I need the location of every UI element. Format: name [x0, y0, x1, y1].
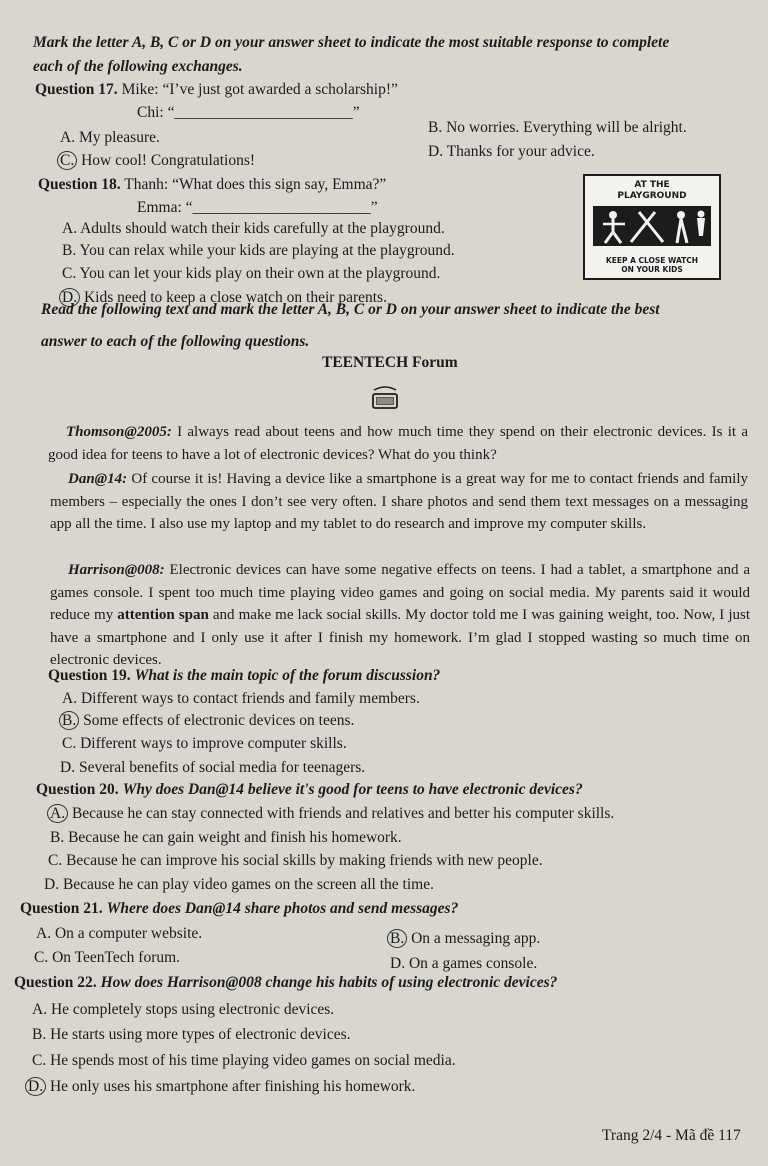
- option-text: He spends most of his time playing video games on social media.: [50, 1052, 456, 1069]
- question-19-label: Question 19.: [48, 667, 131, 684]
- option-letter: C.: [62, 265, 77, 282]
- option-letter: A.: [36, 925, 52, 942]
- question-18: [38, 176, 386, 194]
- question-19-prompt: What is the main topic of the forum discussion?: [134, 667, 441, 684]
- circled-answer-mark: A.: [47, 804, 68, 823]
- option-text: Different ways to contact friends and family members.: [80, 690, 420, 707]
- option-text: Because he can gain weight and finish his homework.: [68, 829, 402, 846]
- sign-bottom-text: [585, 256, 719, 274]
- forum-user: Thomson@2005:: [66, 424, 172, 440]
- option-text: Thanks for your advice.: [446, 143, 595, 160]
- option-text: He starts using more types of electronic devices.: [50, 1026, 351, 1043]
- option-text: On a computer website.: [54, 925, 203, 942]
- question-17-option-d[interactable]: [428, 143, 595, 161]
- question-17-option-a[interactable]: [60, 129, 160, 147]
- option-text: He completely stops using electronic devices.: [50, 1001, 335, 1018]
- question-18-reply: Emma: “_______________________”: [137, 199, 378, 216]
- option-letter: B.: [428, 119, 443, 136]
- option-letter: B.: [50, 829, 65, 846]
- question-22-option-b[interactable]: [32, 1026, 351, 1044]
- question-20-option-a[interactable]: [50, 805, 614, 823]
- forum-post-text: Of course it is! Having a device like a smartphone is a great way for me to contact friends and family members – especially the ones I don’t see very often. I share photos and send them text messages on a messaging app all the time. I also use my laptop and my tablet to do research and improve my computer skills.: [50, 471, 748, 532]
- instruction-1-line-2: each of the following exchanges.: [33, 58, 243, 75]
- option-letter: A.: [32, 1001, 48, 1018]
- question-19-option-a[interactable]: [62, 690, 420, 708]
- question-21: [20, 900, 458, 918]
- question-18-option-a[interactable]: [62, 220, 445, 238]
- question-17-option-c[interactable]: [60, 152, 255, 170]
- circled-answer-mark: D.: [59, 288, 80, 307]
- option-text: Several benefits of social media for teenagers.: [78, 759, 366, 776]
- forum-user: Harrison@008:: [68, 562, 165, 578]
- question-21-option-c[interactable]: [34, 949, 180, 967]
- forum-post-harrison: [50, 559, 750, 672]
- option-letter: A.: [60, 129, 76, 146]
- question-19-option-b[interactable]: [62, 712, 354, 730]
- question-22-option-c[interactable]: [32, 1052, 456, 1070]
- option-letter: B.: [32, 1026, 47, 1043]
- question-22: [14, 974, 557, 992]
- question-20-option-c[interactable]: [48, 852, 543, 870]
- forum-title: TEENTECH Forum: [322, 354, 458, 371]
- forum-post-bold-term: attention span: [117, 607, 209, 623]
- question-20-label: Question 20.: [36, 781, 119, 798]
- question-20-option-d[interactable]: [44, 876, 434, 894]
- forum-post-text: and make me lack social skills. My doctor told me I was gaining weight, too. Now, I just have a smartphone and I only use it after I finish my homework. I’m glad I stopped wasting so much time on electronic devices.: [50, 607, 750, 668]
- circled-answer-mark: C.: [57, 151, 77, 170]
- question-20-prompt: Why does Dan@14 believe it's good for teens to have electronic devices?: [122, 781, 583, 798]
- instruction-2-line-1: Read the following text and mark the letter A, B, C or D on your answer sheet to indicate the best: [41, 301, 660, 318]
- option-text: On a messaging app.: [411, 930, 541, 947]
- sign-top-line-1: AT THE: [634, 180, 670, 190]
- option-letter: C.: [62, 735, 77, 752]
- question-21-prompt: Where does Dan@14 share photos and send messages?: [106, 900, 459, 917]
- question-19-option-d[interactable]: [60, 759, 365, 777]
- option-letter: C.: [34, 949, 49, 966]
- option-letter: D.: [390, 955, 406, 972]
- option-letter: C.: [32, 1052, 47, 1069]
- option-letter: D.: [428, 143, 444, 160]
- option-text: No worries. Everything will be alright.: [446, 119, 687, 136]
- question-18-option-c[interactable]: [62, 265, 440, 283]
- option-text: Some effects of electronic devices on teens.: [83, 712, 355, 729]
- instruction-1-line-1: Mark the letter A, B, C or D on your answer sheet to indicate the most suitable response to complete: [33, 34, 670, 51]
- question-18-prompt: Thanh: “What does this sign say, Emma?”: [124, 176, 387, 193]
- sign-top-text: [585, 180, 719, 202]
- question-22-option-d[interactable]: [28, 1078, 415, 1096]
- laptop-icon: [370, 382, 400, 412]
- option-text: My pleasure.: [78, 129, 160, 146]
- option-letter: A.: [62, 220, 78, 237]
- option-text: Adults should watch their kids carefully at the playground.: [80, 220, 445, 237]
- playground-sign: [583, 174, 721, 280]
- playground-figures-icon: [593, 206, 711, 246]
- forum-post-thomson: [48, 421, 748, 466]
- sign-bottom-line-1: KEEP A CLOSE WATCH: [605, 256, 699, 265]
- option-text: Kids need to keep a close watch on their parents.: [83, 289, 387, 306]
- option-letter: D.: [60, 759, 76, 776]
- page-footer: Trang 2/4 - Mã đề 117: [602, 1127, 741, 1144]
- sign-bottom-line-2: ON YOUR KIDS: [621, 265, 683, 274]
- option-text: He only uses his smartphone after finishing his homework.: [49, 1078, 416, 1095]
- circled-answer-mark: B.: [387, 929, 407, 948]
- question-21-option-b[interactable]: [390, 930, 540, 948]
- option-text: On TeenTech forum.: [52, 949, 181, 966]
- option-letter: B.: [62, 242, 77, 259]
- question-22-option-a[interactable]: [32, 1001, 334, 1019]
- option-text: You can let your kids play on their own at the playground.: [79, 265, 441, 282]
- question-21-label: Question 21.: [20, 900, 103, 917]
- option-letter: A.: [62, 690, 78, 707]
- question-17-prompt: Mike: “I’ve just got awarded a scholarship!”: [121, 81, 398, 98]
- option-text: Because he can improve his social skills by making friends with new people.: [66, 852, 543, 869]
- circled-answer-mark: D.: [25, 1077, 46, 1096]
- option-text: Because he can stay connected with friends and relatives and better his computer skills.: [71, 805, 615, 822]
- forum-user: Dan@14:: [68, 471, 128, 487]
- question-17-reply: Chi: “_______________________”: [137, 104, 360, 121]
- forum-post-dan: [50, 468, 748, 536]
- sign-top-line-2: PLAYGROUND: [617, 191, 687, 201]
- question-22-label: Question 22.: [14, 974, 97, 991]
- question-21-option-d[interactable]: [390, 955, 537, 973]
- question-18-label: Question 18.: [38, 176, 121, 193]
- option-letter: C.: [48, 852, 63, 869]
- instruction-2-line-2: answer to each of the following questions.: [41, 333, 310, 350]
- question-17-label: Question 17.: [35, 81, 118, 98]
- question-19: [48, 667, 440, 685]
- forum-post-text: I always read about teens and how much time they spend on their electronic devices. Is it a good idea for teens to have a lot of electronic devices? What do you think?: [48, 424, 748, 463]
- option-text: On a games console.: [408, 955, 538, 972]
- option-letter: D.: [44, 876, 60, 893]
- option-text: Because he can play video games on the screen all the time.: [62, 876, 434, 893]
- question-21-option-a[interactable]: [36, 925, 202, 943]
- question-22-prompt: How does Harrison@008 change his habits of using electronic devices?: [100, 974, 558, 991]
- question-18-option-b[interactable]: [62, 242, 455, 260]
- option-text: How cool! Congratulations!: [81, 152, 256, 169]
- question-20-option-b[interactable]: [50, 829, 402, 847]
- question-19-option-c[interactable]: [62, 735, 347, 753]
- circled-answer-mark: B.: [59, 711, 79, 730]
- forum-post-text: Electronic devices can have some negative effects on teens. I had a tablet, a smartphone and a games console. I spent too much time playing video games and going on social media. My parents said it would reduce my: [50, 562, 750, 623]
- option-text: You can relax while your kids are playing at the playground.: [79, 242, 455, 259]
- option-text: Different ways to improve computer skills.: [80, 735, 347, 752]
- question-17-option-b[interactable]: [428, 119, 687, 137]
- question-20: [36, 781, 583, 799]
- question-17: [35, 81, 398, 99]
